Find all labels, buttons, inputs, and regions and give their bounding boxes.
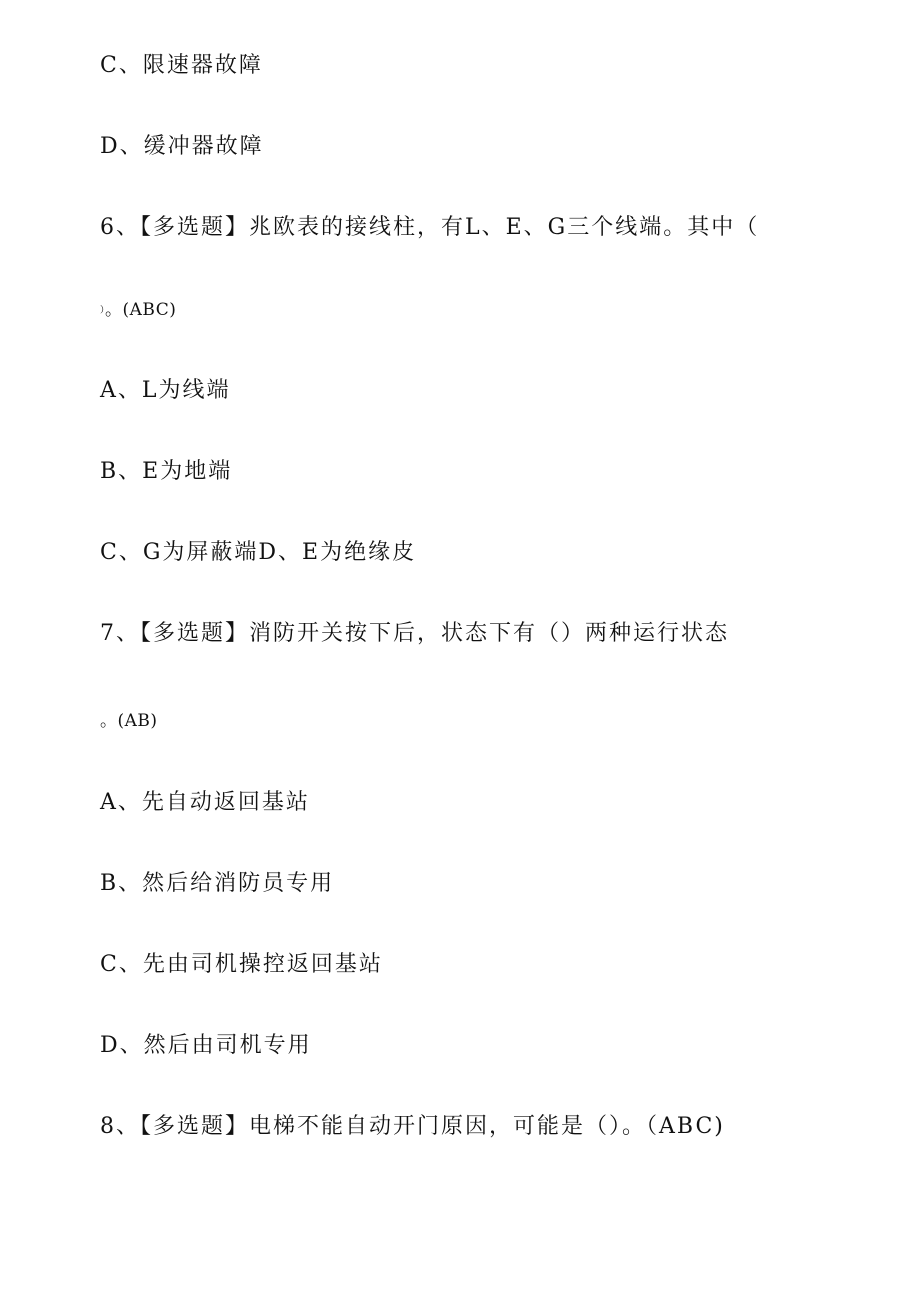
question-6-answer — [100, 296, 176, 325]
closing-paren-fragment: ） — [100, 305, 106, 316]
option-b-q7: B、然后给消防员专用 — [100, 871, 335, 896]
option-c-q7: C、先由司机操控返回基站 — [100, 952, 383, 977]
question-8-text: 8、【多选题】电梯不能自动开门原因，可能是（）。（ABC) — [100, 1114, 725, 1139]
option-d-q5: D、缓冲器故障 — [100, 134, 264, 159]
option-c-q5: C、限速器故障 — [100, 53, 263, 78]
option-a-q6: A、L为线端 — [100, 378, 231, 403]
question-7-answer: 。(AB) — [100, 711, 158, 731]
question-7-text: 7、【多选题】消防开关按下后，状态下有（）两种运行状态 — [100, 621, 729, 646]
option-d-q7: D、然后由司机专用 — [100, 1033, 312, 1058]
question-6-text: 6、【多选题】兆欧表的接线柱，有L、E、G三个线端。其中（ — [100, 215, 760, 240]
answer-key: 。(ABC) — [105, 300, 177, 320]
option-a-q7: A、先自动返回基站 — [100, 790, 310, 815]
option-cd-q6: C、G为屏蔽端D、E为绝缘皮 — [100, 540, 417, 565]
option-b-q6: B、E为地端 — [100, 459, 233, 484]
